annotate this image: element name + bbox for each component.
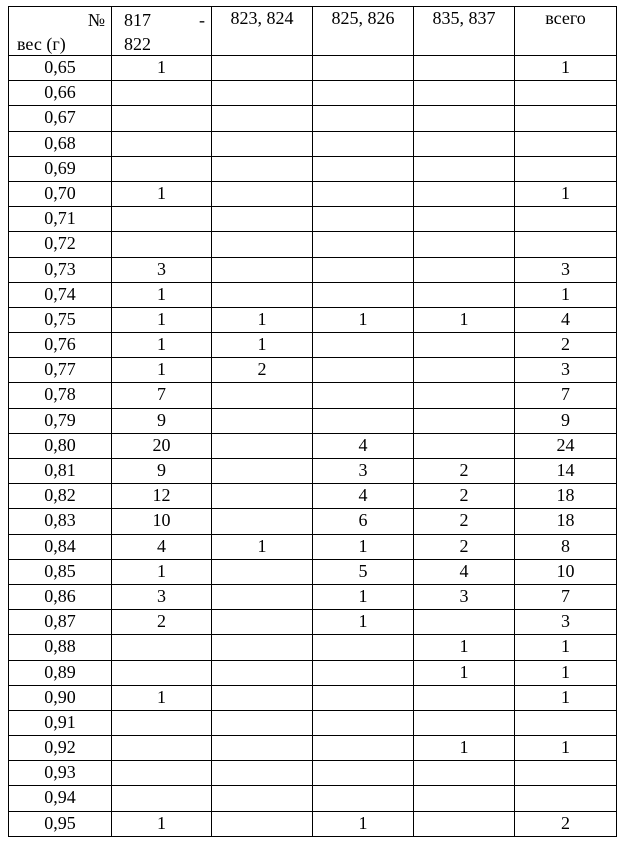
count-823-824-cell: [212, 131, 313, 156]
total-cell: 24: [515, 433, 617, 458]
count-835-837-cell: [414, 761, 515, 786]
table-row: [9, 232, 617, 257]
count-817-822-cell: 1: [112, 333, 212, 358]
weight-cell: 0,78: [9, 383, 112, 408]
column-header-822: 822: [124, 34, 151, 54]
count-817-822-cell: 12: [112, 484, 212, 509]
table-row: [9, 559, 617, 584]
count-835-837-cell: [414, 282, 515, 307]
count-835-837-cell: [414, 207, 515, 232]
count-817-822-cell: [112, 156, 212, 181]
table-row: [9, 786, 617, 811]
total-cell: [515, 786, 617, 811]
table-row: [9, 610, 617, 635]
count-817-822-cell: [112, 232, 212, 257]
total-cell: 2: [515, 811, 617, 836]
count-817-822-cell: [112, 106, 212, 131]
table-row: [9, 106, 617, 131]
total-cell: 1: [515, 56, 617, 81]
count-825-826-cell: [313, 56, 414, 81]
number-sign-label: №: [87, 10, 105, 30]
column-header-817-822: [112, 7, 212, 56]
count-835-837-cell: 2: [414, 484, 515, 509]
count-817-822-cell: [112, 660, 212, 685]
count-817-822-cell: [112, 761, 212, 786]
count-823-824-cell: [212, 408, 313, 433]
corner-header-cell: [9, 7, 112, 56]
table-row: [9, 207, 617, 232]
count-817-822-cell: 20: [112, 433, 212, 458]
table-row: [9, 181, 617, 206]
count-823-824-cell: [212, 81, 313, 106]
weight-cell: 0,74: [9, 282, 112, 307]
count-817-822-cell: 1: [112, 685, 212, 710]
count-825-826-cell: 1: [313, 534, 414, 559]
count-835-837-cell: [414, 81, 515, 106]
weight-cell: 0,82: [9, 484, 112, 509]
total-cell: [515, 207, 617, 232]
total-cell: 2: [515, 333, 617, 358]
weight-cell: 0,87: [9, 610, 112, 635]
count-825-826-cell: 4: [313, 433, 414, 458]
weight-cell: 0,68: [9, 131, 112, 156]
count-835-837-cell: [414, 232, 515, 257]
count-835-837-cell: [414, 333, 515, 358]
total-cell: [515, 761, 617, 786]
total-cell: 1: [515, 282, 617, 307]
total-cell: 8: [515, 534, 617, 559]
weight-cell: 0,83: [9, 509, 112, 534]
total-cell: [515, 131, 617, 156]
weight-cell: 0,66: [9, 81, 112, 106]
weight-cell: 0,94: [9, 786, 112, 811]
total-cell: 1: [515, 660, 617, 685]
count-823-824-cell: 1: [212, 307, 313, 332]
count-825-826-cell: [313, 635, 414, 660]
count-825-826-cell: 1: [313, 610, 414, 635]
count-825-826-cell: 1: [313, 307, 414, 332]
weight-cell: 0,88: [9, 635, 112, 660]
total-cell: [515, 106, 617, 131]
count-825-826-cell: [313, 761, 414, 786]
count-835-837-cell: [414, 131, 515, 156]
count-825-826-cell: 3: [313, 459, 414, 484]
count-835-837-cell: [414, 610, 515, 635]
count-835-837-cell: [414, 433, 515, 458]
table-row: [9, 509, 617, 534]
weight-cell: 0,95: [9, 811, 112, 836]
count-817-822-cell: 9: [112, 459, 212, 484]
weight-label: вес (г): [17, 34, 66, 54]
total-cell: 10: [515, 559, 617, 584]
table-body: [9, 56, 617, 837]
table-row: [9, 358, 617, 383]
weight-cell: 0,85: [9, 559, 112, 584]
count-823-824-cell: [212, 257, 313, 282]
column-header-dash: -: [199, 10, 205, 30]
total-cell: [515, 156, 617, 181]
count-825-826-cell: [313, 257, 414, 282]
count-823-824-cell: 2: [212, 358, 313, 383]
weight-cell: 0,84: [9, 534, 112, 559]
count-835-837-cell: [414, 685, 515, 710]
count-823-824-cell: [212, 459, 313, 484]
count-823-824-cell: [212, 181, 313, 206]
count-825-826-cell: [313, 232, 414, 257]
total-cell: 3: [515, 358, 617, 383]
count-823-824-cell: [212, 660, 313, 685]
count-835-837-cell: 1: [414, 307, 515, 332]
count-817-822-cell: 1: [112, 307, 212, 332]
total-cell: 18: [515, 509, 617, 534]
table-row: [9, 56, 617, 81]
weight-cell: 0,86: [9, 584, 112, 609]
column-header-835-837: 835, 837: [414, 7, 515, 56]
count-835-837-cell: 1: [414, 635, 515, 660]
count-823-824-cell: [212, 786, 313, 811]
count-835-837-cell: [414, 710, 515, 735]
count-825-826-cell: 6: [313, 509, 414, 534]
count-823-824-cell: [212, 559, 313, 584]
count-825-826-cell: [313, 383, 414, 408]
count-817-822-cell: 9: [112, 408, 212, 433]
count-823-824-cell: [212, 484, 313, 509]
table-row: [9, 660, 617, 685]
count-835-837-cell: [414, 408, 515, 433]
weight-cell: 0,67: [9, 106, 112, 131]
count-835-837-cell: [414, 358, 515, 383]
table-row: [9, 736, 617, 761]
total-cell: 1: [515, 635, 617, 660]
count-823-824-cell: [212, 106, 313, 131]
table-row: [9, 685, 617, 710]
column-header-825-826: 825, 826: [313, 7, 414, 56]
total-cell: [515, 81, 617, 106]
table-row: [9, 710, 617, 735]
total-cell: [515, 710, 617, 735]
count-817-822-cell: [112, 710, 212, 735]
count-825-826-cell: [313, 685, 414, 710]
table-row: [9, 282, 617, 307]
count-835-837-cell: [414, 383, 515, 408]
weight-cell: 0,90: [9, 685, 112, 710]
count-817-822-cell: [112, 635, 212, 660]
count-835-837-cell: [414, 181, 515, 206]
count-817-822-cell: 7: [112, 383, 212, 408]
weight-cell: 0,65: [9, 56, 112, 81]
count-823-824-cell: [212, 509, 313, 534]
count-817-822-cell: [112, 131, 212, 156]
count-825-826-cell: 1: [313, 811, 414, 836]
count-825-826-cell: [313, 106, 414, 131]
weight-cell: 0,72: [9, 232, 112, 257]
count-823-824-cell: [212, 232, 313, 257]
count-825-826-cell: [313, 710, 414, 735]
count-825-826-cell: [313, 786, 414, 811]
table-row: [9, 433, 617, 458]
total-cell: 1: [515, 181, 617, 206]
weight-cell: 0,89: [9, 660, 112, 685]
table-row: [9, 383, 617, 408]
total-cell: 1: [515, 736, 617, 761]
count-835-837-cell: 2: [414, 509, 515, 534]
count-823-824-cell: [212, 710, 313, 735]
weight-cell: 0,79: [9, 408, 112, 433]
weight-cell: 0,93: [9, 761, 112, 786]
count-835-837-cell: 4: [414, 559, 515, 584]
count-817-822-cell: [112, 786, 212, 811]
count-817-822-cell: [112, 81, 212, 106]
count-817-822-cell: [112, 736, 212, 761]
count-825-826-cell: 4: [313, 484, 414, 509]
count-823-824-cell: 1: [212, 534, 313, 559]
table-row: [9, 811, 617, 836]
count-825-826-cell: [313, 660, 414, 685]
table-row: [9, 81, 617, 106]
count-817-822-cell: 4: [112, 534, 212, 559]
count-835-837-cell: [414, 786, 515, 811]
count-817-822-cell: [112, 207, 212, 232]
weight-cell: 0,80: [9, 433, 112, 458]
count-835-837-cell: 3: [414, 584, 515, 609]
count-835-837-cell: [414, 156, 515, 181]
column-header-total: всего: [515, 7, 617, 56]
count-825-826-cell: 1: [313, 584, 414, 609]
table-row: [9, 761, 617, 786]
count-823-824-cell: [212, 56, 313, 81]
count-835-837-cell: [414, 106, 515, 131]
count-823-824-cell: [212, 433, 313, 458]
count-823-824-cell: [212, 383, 313, 408]
count-825-826-cell: [313, 181, 414, 206]
weight-cell: 0,91: [9, 710, 112, 735]
table-row: [9, 484, 617, 509]
count-825-826-cell: [313, 156, 414, 181]
count-825-826-cell: [313, 408, 414, 433]
count-817-822-cell: 3: [112, 584, 212, 609]
total-cell: 7: [515, 383, 617, 408]
count-825-826-cell: [313, 358, 414, 383]
table-row: [9, 534, 617, 559]
table-row: [9, 257, 617, 282]
count-817-822-cell: 1: [112, 181, 212, 206]
count-823-824-cell: [212, 156, 313, 181]
count-817-822-cell: 10: [112, 509, 212, 534]
count-825-826-cell: [313, 282, 414, 307]
count-823-824-cell: [212, 610, 313, 635]
count-823-824-cell: [212, 761, 313, 786]
weight-cell: 0,76: [9, 333, 112, 358]
count-817-822-cell: 1: [112, 559, 212, 584]
table-row: [9, 333, 617, 358]
weight-cell: 0,73: [9, 257, 112, 282]
total-cell: [515, 232, 617, 257]
total-cell: 3: [515, 610, 617, 635]
count-825-826-cell: [313, 81, 414, 106]
table-row: [9, 584, 617, 609]
header-row: [9, 7, 617, 56]
count-817-822-cell: 3: [112, 257, 212, 282]
count-823-824-cell: [212, 685, 313, 710]
count-817-822-cell: 1: [112, 358, 212, 383]
count-835-837-cell: [414, 56, 515, 81]
table-row: [9, 307, 617, 332]
count-817-822-cell: 2: [112, 610, 212, 635]
count-823-824-cell: 1: [212, 333, 313, 358]
total-cell: 18: [515, 484, 617, 509]
count-823-824-cell: [212, 207, 313, 232]
total-cell: 14: [515, 459, 617, 484]
count-835-837-cell: 2: [414, 534, 515, 559]
count-817-822-cell: 1: [112, 811, 212, 836]
count-823-824-cell: [212, 811, 313, 836]
weight-cell: 0,71: [9, 207, 112, 232]
count-835-837-cell: 1: [414, 660, 515, 685]
count-823-824-cell: [212, 635, 313, 660]
count-817-822-cell: 1: [112, 56, 212, 81]
total-cell: 7: [515, 584, 617, 609]
total-cell: 1: [515, 685, 617, 710]
table-row: [9, 408, 617, 433]
count-825-826-cell: 5: [313, 559, 414, 584]
table-row: [9, 459, 617, 484]
count-825-826-cell: [313, 131, 414, 156]
weight-cell: 0,77: [9, 358, 112, 383]
weight-distribution-table: [8, 6, 617, 837]
count-835-837-cell: [414, 257, 515, 282]
weight-cell: 0,81: [9, 459, 112, 484]
weight-cell: 0,70: [9, 181, 112, 206]
count-817-822-cell: 1: [112, 282, 212, 307]
count-835-837-cell: 2: [414, 459, 515, 484]
column-header-817: 817: [124, 10, 151, 30]
total-cell: 3: [515, 257, 617, 282]
weight-cell: 0,75: [9, 307, 112, 332]
count-835-837-cell: 1: [414, 736, 515, 761]
count-825-826-cell: [313, 333, 414, 358]
total-cell: 9: [515, 408, 617, 433]
count-823-824-cell: [212, 282, 313, 307]
weight-cell: 0,69: [9, 156, 112, 181]
count-823-824-cell: [212, 736, 313, 761]
weight-cell: 0,92: [9, 736, 112, 761]
total-cell: 4: [515, 307, 617, 332]
table-row: [9, 635, 617, 660]
table-row: [9, 131, 617, 156]
count-823-824-cell: [212, 584, 313, 609]
count-835-837-cell: [414, 811, 515, 836]
column-header-823-824: 823, 824: [212, 7, 313, 56]
count-825-826-cell: [313, 207, 414, 232]
table-row: [9, 156, 617, 181]
count-825-826-cell: [313, 736, 414, 761]
